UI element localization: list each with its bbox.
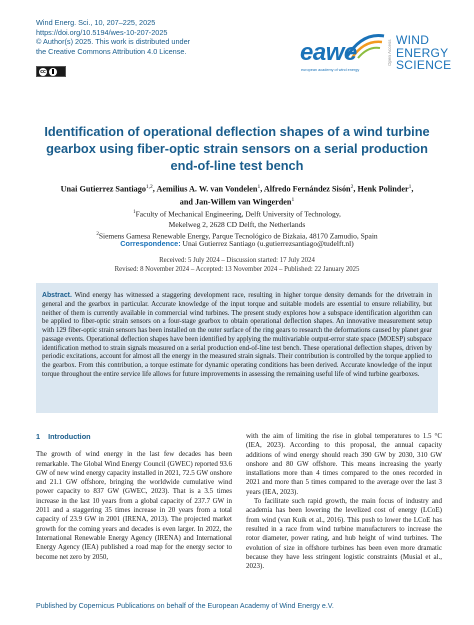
- eawe-wordmark: eawe: [300, 39, 357, 66]
- eawe-tagline: european academy of wind energy: [301, 68, 360, 72]
- author-affil-sup: 1: [408, 184, 412, 190]
- abstract-label: Abstract.: [42, 292, 72, 299]
- affiliations: [40, 208, 434, 242]
- author-name[interactable]: Henk Polinder: [357, 184, 409, 194]
- affiliation-1-address: Mekelweg 2, 2628 CD Delft, the Netherlands: [168, 219, 306, 229]
- affil-sup: 1: [133, 210, 136, 215]
- journal-name-line3: SCIENCE: [396, 58, 452, 72]
- section-heading: [36, 432, 232, 441]
- intro-column-left: [36, 432, 232, 562]
- cc-icon: cc: [40, 68, 46, 75]
- affil-text: Faculty of Mechanical Engineering, Delft University of Technology,: [135, 209, 341, 219]
- correspondence-text[interactable]: Unai Gutierrez Santiago (u.gutierrezsantiago@tudelft.nl): [182, 239, 354, 248]
- abstract-box: [36, 283, 438, 413]
- journal-name: [396, 34, 451, 72]
- author-name[interactable]: Jan-Willem van Wingerden: [195, 197, 292, 207]
- article-meta: [36, 18, 266, 56]
- author-name[interactable]: Alfredo Fernández Sisón: [263, 184, 351, 194]
- copyright-line: © Author(s) 2025. This work is distributed under: [36, 37, 191, 47]
- license-line[interactable]: the Creative Commons Attribution 4.0 License.: [36, 46, 187, 56]
- abstract-text: Wind energy has witnessed a staggering development race, resulting in higher torque density demands for the drivetrain in general and the gearbox in particular. Accurate knowledge of the input torque and suitable models are essential to ensure reliability, but neither of them is currently available in commercial wind turbines. The present study explores how a subspace identification algorithm can be applied to fiber-optic strain sensors on a four-stage gearbox to obtain operational deflection shapes. An innovative measurement setup with 129 fiber-optic strain sensors has been installed on the outer surface of the ring gears to research the deformations caused by planet gear passage events. Operational deflection shapes have been identified by applying the multivariable output-error state space (MOESP) subspace identification method to strain signals measured on a serial production end-of-line test bench. These operational deflection shapes, driven by periodic excitations, account for almost all the energy in the measured strain signals. Their contribution is controlled by the torque applied to the gearbox. From this contribution, a torque estimate for dynamic operating conditions has been derived. Accurate knowledge of the input torque throughout the entire service life allows for future improvements in assessing the remaining useful life of wind turbine gearboxes.: [42, 292, 432, 378]
- publisher-footer: Published by Copernicus Publications on behalf of the European Academy of Wind Energy e.V.: [36, 602, 334, 610]
- attribution-icon: [49, 68, 57, 76]
- author-affil-sup: 1,2: [145, 184, 153, 190]
- open-access-label: Open Access: [387, 39, 392, 67]
- journal-name-line1: WIND: [396, 33, 430, 47]
- author-affil-sup: 2: [350, 184, 354, 190]
- affil-text: Siemens Gamesa Renewable Energy, Parque Tecnológico de Bizkaia, 48170 Zamudio, Spain: [98, 231, 378, 241]
- author-affil-sup: 1: [291, 197, 295, 204]
- section-number: 1: [36, 432, 41, 441]
- affiliation-1: [40, 208, 434, 220]
- intro-paragraph: The growth of wind energy in the last few decades has been remarkable. The Global Wind Energy Council (GWEC) reported 93.6 GW of new wind energy capacity installed in 2021, 72.5 GW onshore and 21.1 GW offshore, bringing the worldwide cumulative wind power capacity to 837 GW (GWEC, 2023). That is a 3.5 times increase in the last 10 years from a global capacity of 237.7 GW in 2011 and a staggering 35 times increase in 20 years from a total capacity of 23.9 GW in 2001 (IRENA, 2013). The projected market growth for the coming years and decades is even larger. In 2022, the International Renewable Energy Agency (IRENA) and International Energy Agency (IEA) published a road map for the energy sector to become net zero by 2050,: [36, 450, 232, 561]
- cc-by-badge-icon[interactable]: [36, 66, 66, 77]
- section-title: Introduction: [48, 432, 91, 441]
- correspondence: [40, 239, 434, 248]
- affil-sup: 2: [96, 231, 99, 237]
- journal-name-line2: ENERGY: [396, 45, 449, 60]
- intro-paragraph: To facilitate such rapid growth, the main focus of industry and academia has been lowering the levelized cost of energy (LCoE) from wind (van Kuik et al., 2016). This push to lower the LCoE has resulted in a race from wind turbine manufacturers to increase the rotor diameter, power rating, and hub height of wind turbines. The evolution of size in offshore turbines has been even more dramatic because they have less stringent logistic constraints (Musial et al., 2023).: [246, 497, 442, 571]
- author-affil-sup: 1: [257, 184, 261, 190]
- publication-dates: [40, 256, 434, 274]
- intro-paragraph: with the aim of limiting the rise in global temperatures to 1.5 °C (IEA, 2023). According to this proposal, the annual capacity additions of wind energy should reach 390 GW by 2030, 310 GW onshore and 80 GW offshore. This means increasing the yearly installations more than 4 times compared to the ones recorded in 2021 and more than 5 times compared to the average over the last 3 years (IEA, 2023).: [246, 432, 442, 496]
- author-name[interactable]: Unai Gutierrez Santiago: [60, 184, 146, 194]
- paper-title: Identification of operational deflection shapes of a wind turbine gearbox using fiber-optic strain sensors on a serial production end-of-line test bench: [44, 124, 430, 173]
- dates-line-2: Revised: 8 November 2024 – Accepted: 13 November 2024 – Published: 22 January 2025: [114, 266, 360, 273]
- journal-logo[interactable]: [300, 30, 452, 90]
- intro-column-right: [246, 432, 442, 571]
- author-list: Unai Gutierrez Santiago$^{1,2}$, Aemilius A. W. van Vondelen$^1$, Alfredo Fernández Sisón$^2$, Henk Polinder$^1$, and Jan-Willem van Wingerden$^1$: [60, 184, 414, 207]
- author-name[interactable]: Aemilius A. W. van Vondelen: [156, 184, 258, 194]
- doi-link[interactable]: https://doi.org/10.5194/wes-10-207-2025: [36, 27, 168, 37]
- citation: Wind Energ. Sci., 10, 207–225, 2025: [36, 18, 156, 27]
- correspondence-label: Correspondence:: [120, 239, 181, 248]
- dates-line-1: Received: 5 July 2024 – Discussion started: 17 July 2024: [159, 257, 315, 264]
